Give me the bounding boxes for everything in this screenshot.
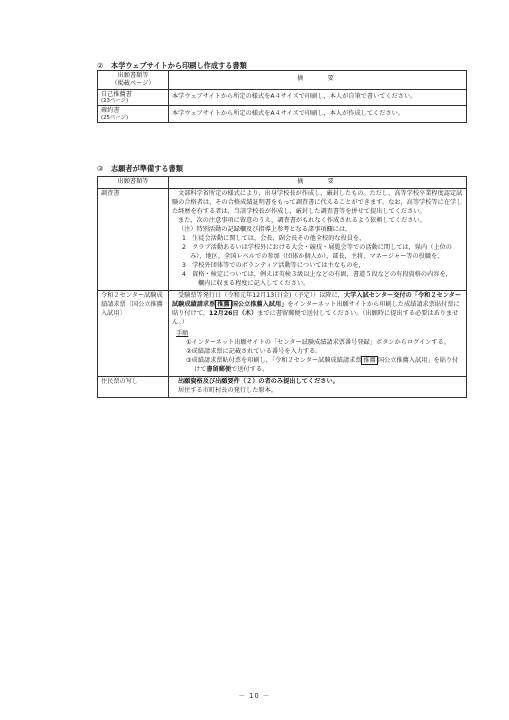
header-summary: 摘 要 bbox=[169, 71, 467, 90]
doc-name: 住民票の写し bbox=[98, 376, 169, 397]
table-header-row bbox=[98, 177, 467, 189]
header-documents bbox=[98, 71, 169, 90]
table-row bbox=[98, 376, 467, 397]
step-item bbox=[172, 357, 463, 375]
doc-name: 令和２センター試験成績請求票〔国公立推薦入試用〕 bbox=[98, 290, 169, 376]
doc-summary bbox=[169, 376, 467, 397]
section-2-title-text: 本学ウェブサイトから印刷し作成する書類 bbox=[111, 61, 247, 70]
center-text: をインターネット出願サイトから印刷した成績請求票貼付票に貼り付けて， bbox=[172, 300, 460, 317]
table-row bbox=[98, 89, 467, 106]
step-item: ①インターネット出願サイトの「センター試験成績請求票番号登録」ボタンからログインする。 bbox=[186, 338, 450, 346]
jumin-line-2: 居住する市町村長の発行した原本。 bbox=[178, 386, 277, 394]
doc-page: (23ページ) bbox=[101, 97, 129, 104]
center-text-bold: 大学入試センター交付の「令和２センター試験成績請求票 bbox=[172, 291, 462, 308]
jumin-line-1: 出願資格及び出願要件（２）の者のみ提出してください。 bbox=[178, 377, 339, 385]
doc-page: (25ページ) bbox=[101, 114, 129, 121]
center-text: までに書留郵便で送付してください。（出願時に提出する必要はありません。） bbox=[172, 309, 459, 326]
center-deadline: 12月26日（木） bbox=[209, 309, 258, 317]
doc-summary: 本学ウェブサイトから所定の様式をA４サイズで印刷し，本人が自筆で書いてください。 bbox=[169, 89, 467, 106]
chosa-note-item: 2 クラブ活動あるいは学校外における大会・競技・展覧会等での活動に関しては，県内（上位のみ），地区，全国レベルでの参加（団体か個人か），部長，主将，マネージャー等の役職を， bbox=[182, 243, 452, 260]
header-documents-line2: （掲載ページ） bbox=[111, 79, 155, 87]
page-number: － 10 － bbox=[238, 692, 271, 700]
step-text: 国公立推薦入試用」を貼り付けて bbox=[194, 356, 459, 373]
center-para bbox=[172, 292, 463, 328]
doc-summary bbox=[169, 290, 467, 376]
step-text-bold: 書留郵便 bbox=[206, 365, 232, 373]
section-3-title-text: 志願者が準備する書類 bbox=[111, 164, 183, 173]
doc-summary: 本学ウェブサイトから所定の様式をA４サイズで印刷し，本人が作成してください。 bbox=[169, 106, 467, 123]
section-2-table bbox=[97, 70, 467, 123]
header-summary: 摘 要 bbox=[169, 177, 467, 189]
row-name-cell bbox=[98, 89, 169, 106]
table-row bbox=[98, 106, 467, 123]
section-2-number: ② bbox=[97, 61, 104, 70]
table-header-row bbox=[98, 71, 467, 90]
step-item: ②成績請求票に記載されている番号を入力する。 bbox=[186, 347, 322, 355]
header-documents: 出願書類等 bbox=[98, 177, 169, 189]
step-text: ③成績請求票貼付票を印刷し，「令和２センター試験成績請求票 bbox=[186, 356, 362, 364]
section-3-table bbox=[97, 176, 467, 398]
header-documents-line1: 出願書類等 bbox=[117, 72, 149, 79]
chosa-note-item: 1 生徒会活動に関しては，会長，副会長その他全校的な役員を， bbox=[182, 234, 366, 242]
center-text-bold: 国公立推薦入試用」 bbox=[231, 300, 288, 308]
chosa-note-item: 3 学校外団体等でのボランティア活動等については主なものを， bbox=[182, 261, 365, 269]
doc-name: 調査書 bbox=[98, 188, 169, 290]
chosa-para-1: 文部科学省所定の様式により，出身学校長が作成し，厳封したもの。ただし，高等学校卒業程度認定試験の合格者は，その合格成績証明書をもって調査書に代えることができます。なお，高等学校等に在学した経歴を有する者は，当該学校長が作成し，厳封した調査書等を併せて提出してください。 bbox=[172, 189, 463, 215]
doc-name: 自己推薦書 bbox=[101, 90, 132, 98]
doc-summary bbox=[169, 188, 467, 290]
center-text: 受験票等発行日（令和元年12月13日(金)（予定））以降に， bbox=[178, 291, 344, 299]
step-boxed-text: 推薦 bbox=[363, 356, 376, 364]
chosa-para-2: また，次の注意事項に留意のうえ，調査書がもれなく作成されるよう依頼してください。 bbox=[178, 216, 426, 224]
table-row bbox=[98, 188, 467, 290]
chosa-note-tail: 欄内に収まる程度に記入してください。 bbox=[198, 279, 310, 287]
step-text: で送付する。 bbox=[231, 365, 269, 373]
table-row bbox=[98, 290, 467, 376]
chosa-note-item: 4 資格・検定については，例えば英検３級以上などの有級，書道５段などの有段資格の内容を， bbox=[182, 270, 452, 278]
doc-name: 確約書 bbox=[101, 107, 120, 115]
center-boxed-text: 推薦 bbox=[217, 300, 230, 308]
chosa-note-head: （注）特別活動の記録欄及び指導上参考となる諸事項欄には， bbox=[178, 225, 352, 233]
section-3-title bbox=[97, 164, 183, 174]
row-name-cell bbox=[98, 106, 169, 123]
section-3-number: ③ bbox=[97, 164, 104, 173]
steps-heading: 手順 bbox=[176, 329, 189, 337]
